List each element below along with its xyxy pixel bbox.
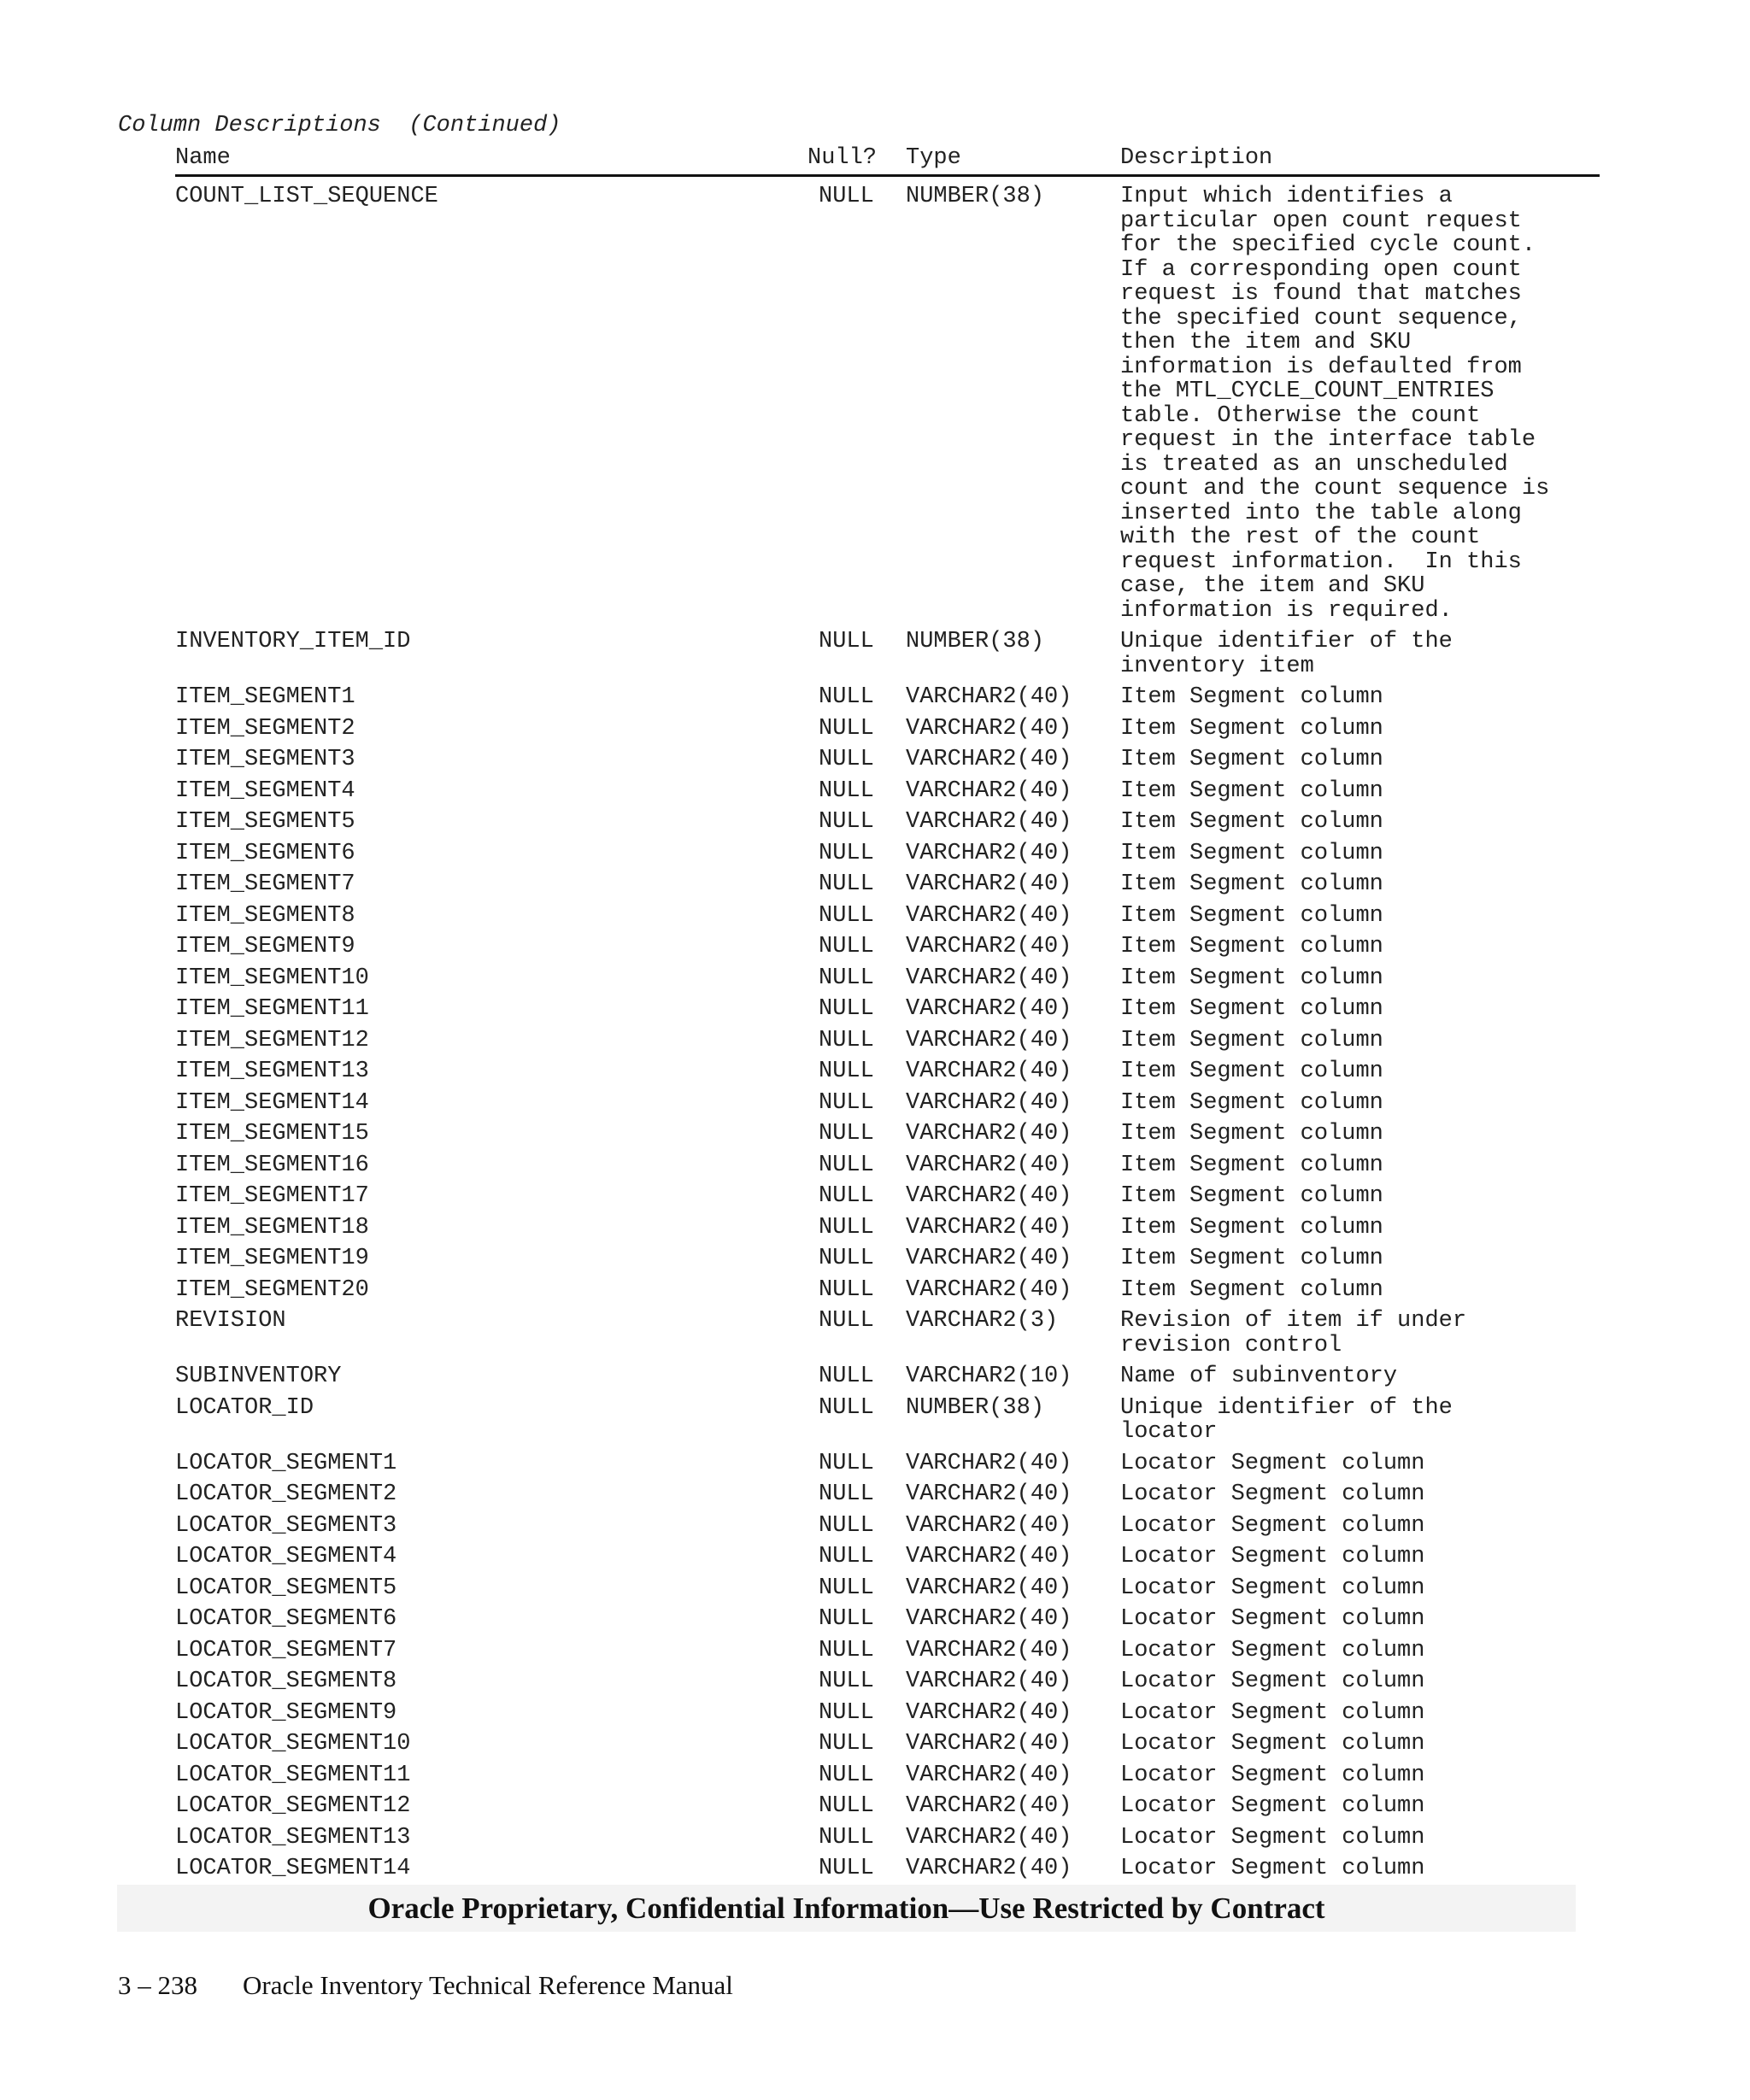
column-nullability: NULL	[819, 1699, 874, 1726]
column-type: VARCHAR2(40)	[906, 1637, 1072, 1663]
column-nullability: NULL	[819, 1793, 874, 1819]
column-description: Locator Segment column	[1120, 1637, 1425, 1663]
column-nullability: NULL	[819, 809, 874, 835]
column-description: Item Segment column	[1120, 1121, 1383, 1147]
column-type: VARCHAR2(40)	[906, 747, 1072, 772]
table-row	[175, 717, 1600, 742]
column-name: ITEM_SEGMENT13	[175, 1059, 369, 1084]
column-name: LOCATOR_SEGMENT8	[175, 1669, 397, 1694]
column-name: LOCATOR_SEGMENT6	[175, 1606, 397, 1632]
column-type: NUMBER(38)	[906, 629, 1045, 654]
column-description: Input which identifies a particular open count request for the specified cycle count. If a corresponding open count request is found that matches the specified count sequence, then the item and SKU information is defaulted from the MTL_CYCLE_COUNT_ENTRIES table. Otherwise the count request in the interface table is treated as an unscheduled count and the count sequence is inserted into the table along with the rest of the count request information. In this case, the item and SKU information is required.	[1120, 184, 1550, 624]
table-row	[175, 1122, 1600, 1147]
column-nullability: NULL	[819, 1575, 874, 1601]
column-nullability: NULL	[819, 184, 874, 209]
column-name: LOCATOR_SEGMENT3	[175, 1512, 397, 1539]
column-name: SUBINVENTORY	[175, 1364, 342, 1389]
table-row	[175, 630, 1600, 678]
table-row	[175, 1184, 1600, 1209]
confidential-banner: Oracle Proprietary, Confidential Information––Use Restricted by Contract	[117, 1885, 1576, 1932]
table-row	[175, 1639, 1600, 1663]
column-name: ITEM_SEGMENT6	[175, 840, 355, 866]
table-row	[175, 1029, 1600, 1053]
column-nullability: NULL	[819, 1276, 874, 1303]
table-row	[175, 1857, 1600, 1881]
column-nullability: NULL	[819, 1450, 874, 1476]
column-name: LOCATOR_SEGMENT14	[175, 1856, 411, 1881]
page-footer	[118, 1970, 733, 2001]
column-description: Locator Segment column	[1120, 1544, 1425, 1569]
table-row	[175, 1794, 1600, 1819]
column-type: VARCHAR2(40)	[906, 934, 1072, 959]
column-name: INVENTORY_ITEM_ID	[175, 629, 411, 654]
table-row	[175, 1396, 1600, 1445]
table-row	[175, 1216, 1600, 1241]
column-name: ITEM_SEGMENT16	[175, 1152, 369, 1178]
column-nullability: NULL	[819, 1364, 874, 1389]
column-name: ITEM_SEGMENT15	[175, 1121, 369, 1147]
column-description: Locator Segment column	[1120, 1824, 1425, 1851]
column-name: LOCATOR_SEGMENT9	[175, 1699, 397, 1726]
table-row	[175, 1701, 1600, 1726]
column-type: VARCHAR2(40)	[906, 1544, 1072, 1569]
column-type: VARCHAR2(40)	[906, 1152, 1072, 1178]
column-type: VARCHAR2(40)	[906, 1481, 1072, 1507]
column-name: LOCATOR_SEGMENT7	[175, 1637, 397, 1663]
column-name: LOCATOR_SEGMENT13	[175, 1824, 411, 1851]
column-type: VARCHAR2(40)	[906, 1793, 1072, 1819]
column-name: ITEM_SEGMENT19	[175, 1246, 369, 1271]
column-description: Item Segment column	[1120, 809, 1383, 835]
column-name: ITEM_SEGMENT7	[175, 871, 355, 897]
table-row	[175, 997, 1600, 1022]
column-description: Item Segment column	[1120, 871, 1383, 897]
column-type: VARCHAR2(40)	[906, 1089, 1072, 1116]
table-row	[175, 1482, 1600, 1507]
column-type: VARCHAR2(40)	[906, 1121, 1072, 1147]
table-row	[175, 1452, 1600, 1476]
column-type: VARCHAR2(40)	[906, 1731, 1072, 1757]
column-name: ITEM_SEGMENT12	[175, 1027, 369, 1053]
column-name: LOCATOR_ID	[175, 1394, 314, 1421]
column-nullability: NULL	[819, 1606, 874, 1632]
table-row	[175, 842, 1600, 866]
column-name: ITEM_SEGMENT14	[175, 1089, 369, 1116]
column-type: VARCHAR2(40)	[906, 1183, 1072, 1209]
column-nullability: NULL	[819, 1183, 874, 1209]
column-description: Item Segment column	[1120, 1276, 1383, 1303]
column-description: Item Segment column	[1120, 777, 1383, 804]
column-type: VARCHAR2(40)	[906, 1856, 1072, 1881]
column-nullability: NULL	[819, 840, 874, 866]
column-type: VARCHAR2(40)	[906, 1606, 1072, 1632]
column-nullability: NULL	[819, 902, 874, 929]
column-nullability: NULL	[819, 1059, 874, 1084]
column-name: ITEM_SEGMENT3	[175, 747, 355, 772]
column-description: Unique identifier of the inventory item	[1120, 629, 1453, 679]
table-row	[175, 1826, 1600, 1851]
table-row	[175, 1732, 1600, 1757]
column-nullability: NULL	[819, 629, 874, 654]
table-row	[175, 810, 1600, 835]
table-row	[175, 1545, 1600, 1569]
column-type: VARCHAR2(40)	[906, 1512, 1072, 1539]
column-name: ITEM_SEGMENT4	[175, 777, 355, 804]
column-type: NUMBER(38)	[906, 1394, 1045, 1421]
column-name: COUNT_LIST_SEQUENCE	[175, 184, 438, 209]
table-row	[175, 1059, 1600, 1084]
column-name: ITEM_SEGMENT20	[175, 1276, 369, 1303]
column-description: Item Segment column	[1120, 934, 1383, 959]
table-row	[175, 1607, 1600, 1632]
table-row	[175, 1278, 1600, 1303]
table-row	[175, 1091, 1600, 1116]
column-description: Unique identifier of the locator	[1120, 1394, 1453, 1445]
column-description: Locator Segment column	[1120, 1450, 1425, 1476]
column-nullability: NULL	[819, 747, 874, 772]
column-name: ITEM_SEGMENT18	[175, 1214, 369, 1241]
table-row	[175, 185, 1600, 623]
column-description: Locator Segment column	[1120, 1669, 1425, 1694]
column-description: Locator Segment column	[1120, 1793, 1425, 1819]
column-name: ITEM_SEGMENT5	[175, 809, 355, 835]
header-name: Name	[175, 145, 231, 171]
column-description: Item Segment column	[1120, 1214, 1383, 1241]
column-type: VARCHAR2(40)	[906, 1824, 1072, 1851]
column-nullability: NULL	[819, 1762, 874, 1788]
column-type: VARCHAR2(40)	[906, 1575, 1072, 1601]
section-caption: Column Descriptions (Continued)	[118, 113, 561, 138]
column-nullability: NULL	[819, 1089, 874, 1116]
column-type: VARCHAR2(3)	[906, 1308, 1059, 1334]
column-type: VARCHAR2(40)	[906, 1669, 1072, 1694]
column-type: VARCHAR2(40)	[906, 1059, 1072, 1084]
table-row	[175, 1669, 1600, 1694]
column-nullability: NULL	[819, 1308, 874, 1334]
column-name: ITEM_SEGMENT11	[175, 996, 369, 1022]
table-row	[175, 685, 1600, 710]
column-name: ITEM_SEGMENT8	[175, 902, 355, 929]
column-name: ITEM_SEGMENT9	[175, 934, 355, 959]
column-type: NUMBER(38)	[906, 184, 1045, 209]
table-row	[175, 935, 1600, 959]
column-description: Item Segment column	[1120, 1027, 1383, 1053]
column-nullability: NULL	[819, 1637, 874, 1663]
manual-title: Oracle Inventory Technical Reference Manual	[243, 1970, 733, 2000]
column-name: LOCATOR_SEGMENT1	[175, 1450, 397, 1476]
column-type: VARCHAR2(40)	[906, 1762, 1072, 1788]
column-description: Item Segment column	[1120, 902, 1383, 929]
column-description: Item Segment column	[1120, 1059, 1383, 1084]
column-type: VARCHAR2(40)	[906, 777, 1072, 804]
header-type: Type	[906, 145, 961, 171]
column-description: Locator Segment column	[1120, 1575, 1425, 1601]
column-nullability: NULL	[819, 1544, 874, 1569]
column-description: Item Segment column	[1120, 1246, 1383, 1271]
table-row	[175, 872, 1600, 897]
column-nullability: NULL	[819, 1731, 874, 1757]
column-name: LOCATOR_SEGMENT11	[175, 1762, 411, 1788]
column-description: Item Segment column	[1120, 840, 1383, 866]
column-type: VARCHAR2(40)	[906, 1450, 1072, 1476]
column-nullability: NULL	[819, 1246, 874, 1271]
column-name: LOCATOR_SEGMENT4	[175, 1544, 397, 1569]
column-type: VARCHAR2(40)	[906, 1214, 1072, 1241]
column-description: Item Segment column	[1120, 684, 1383, 710]
column-nullability: NULL	[819, 1027, 874, 1053]
column-name: LOCATOR_SEGMENT12	[175, 1793, 411, 1819]
column-name: LOCATOR_SEGMENT5	[175, 1575, 397, 1601]
column-type: VARCHAR2(40)	[906, 1246, 1072, 1271]
column-nullability: NULL	[819, 996, 874, 1022]
column-type: VARCHAR2(40)	[906, 1027, 1072, 1053]
table-row	[175, 779, 1600, 804]
table-row	[175, 1514, 1600, 1539]
column-table	[175, 185, 1600, 1888]
column-description: Item Segment column	[1120, 1089, 1383, 1116]
table-row	[175, 1763, 1600, 1788]
column-description: Item Segment column	[1120, 965, 1383, 991]
table-row	[175, 1153, 1600, 1178]
table-row	[175, 1576, 1600, 1601]
column-nullability: NULL	[819, 1856, 874, 1881]
table-header	[175, 144, 1600, 177]
column-description: Locator Segment column	[1120, 1512, 1425, 1539]
column-nullability: NULL	[819, 684, 874, 710]
column-nullability: NULL	[819, 965, 874, 991]
column-nullability: NULL	[819, 715, 874, 742]
column-type: VARCHAR2(40)	[906, 1699, 1072, 1726]
column-nullability: NULL	[819, 777, 874, 804]
column-description: Locator Segment column	[1120, 1606, 1425, 1632]
page-number: 3 – 238	[118, 1970, 197, 2000]
column-nullability: NULL	[819, 1824, 874, 1851]
header-null: Null?	[807, 145, 878, 171]
column-nullability: NULL	[819, 1669, 874, 1694]
column-name: LOCATOR_SEGMENT10	[175, 1731, 411, 1757]
column-nullability: NULL	[819, 1121, 874, 1147]
column-name: ITEM_SEGMENT2	[175, 715, 355, 742]
column-description: Item Segment column	[1120, 1152, 1383, 1178]
column-type: VARCHAR2(40)	[906, 1276, 1072, 1303]
table-row	[175, 1364, 1600, 1389]
column-type: VARCHAR2(40)	[906, 902, 1072, 929]
column-name: ITEM_SEGMENT10	[175, 965, 369, 991]
column-type: VARCHAR2(40)	[906, 809, 1072, 835]
table-row	[175, 1247, 1600, 1271]
column-name: LOCATOR_SEGMENT2	[175, 1481, 397, 1507]
column-nullability: NULL	[819, 1152, 874, 1178]
column-description: Revision of item if under revision control	[1120, 1308, 1467, 1358]
column-nullability: NULL	[819, 1394, 874, 1421]
column-description: Item Segment column	[1120, 996, 1383, 1022]
column-type: VARCHAR2(40)	[906, 871, 1072, 897]
column-type: VARCHAR2(40)	[906, 715, 1072, 742]
column-nullability: NULL	[819, 871, 874, 897]
column-description: Locator Segment column	[1120, 1762, 1425, 1788]
column-nullability: NULL	[819, 934, 874, 959]
header-description: Description	[1120, 145, 1273, 171]
column-nullability: NULL	[819, 1214, 874, 1241]
column-description: Item Segment column	[1120, 747, 1383, 772]
column-name: REVISION	[175, 1308, 286, 1334]
table-row	[175, 1309, 1600, 1358]
table-row	[175, 966, 1600, 991]
column-type: VARCHAR2(40)	[906, 965, 1072, 991]
column-nullability: NULL	[819, 1512, 874, 1539]
table-row	[175, 748, 1600, 772]
column-type: VARCHAR2(40)	[906, 996, 1072, 1022]
column-description: Locator Segment column	[1120, 1481, 1425, 1507]
column-type: VARCHAR2(40)	[906, 840, 1072, 866]
column-description: Locator Segment column	[1120, 1699, 1425, 1726]
column-description: Locator Segment column	[1120, 1856, 1425, 1881]
column-description: Item Segment column	[1120, 715, 1383, 742]
column-nullability: NULL	[819, 1481, 874, 1507]
column-description: Locator Segment column	[1120, 1731, 1425, 1757]
column-description: Item Segment column	[1120, 1183, 1383, 1209]
column-description: Name of subinventory	[1120, 1364, 1398, 1389]
column-type: VARCHAR2(40)	[906, 684, 1072, 710]
table-row	[175, 904, 1600, 929]
column-name: ITEM_SEGMENT17	[175, 1183, 369, 1209]
column-type: VARCHAR2(10)	[906, 1364, 1072, 1389]
column-name: ITEM_SEGMENT1	[175, 684, 355, 710]
